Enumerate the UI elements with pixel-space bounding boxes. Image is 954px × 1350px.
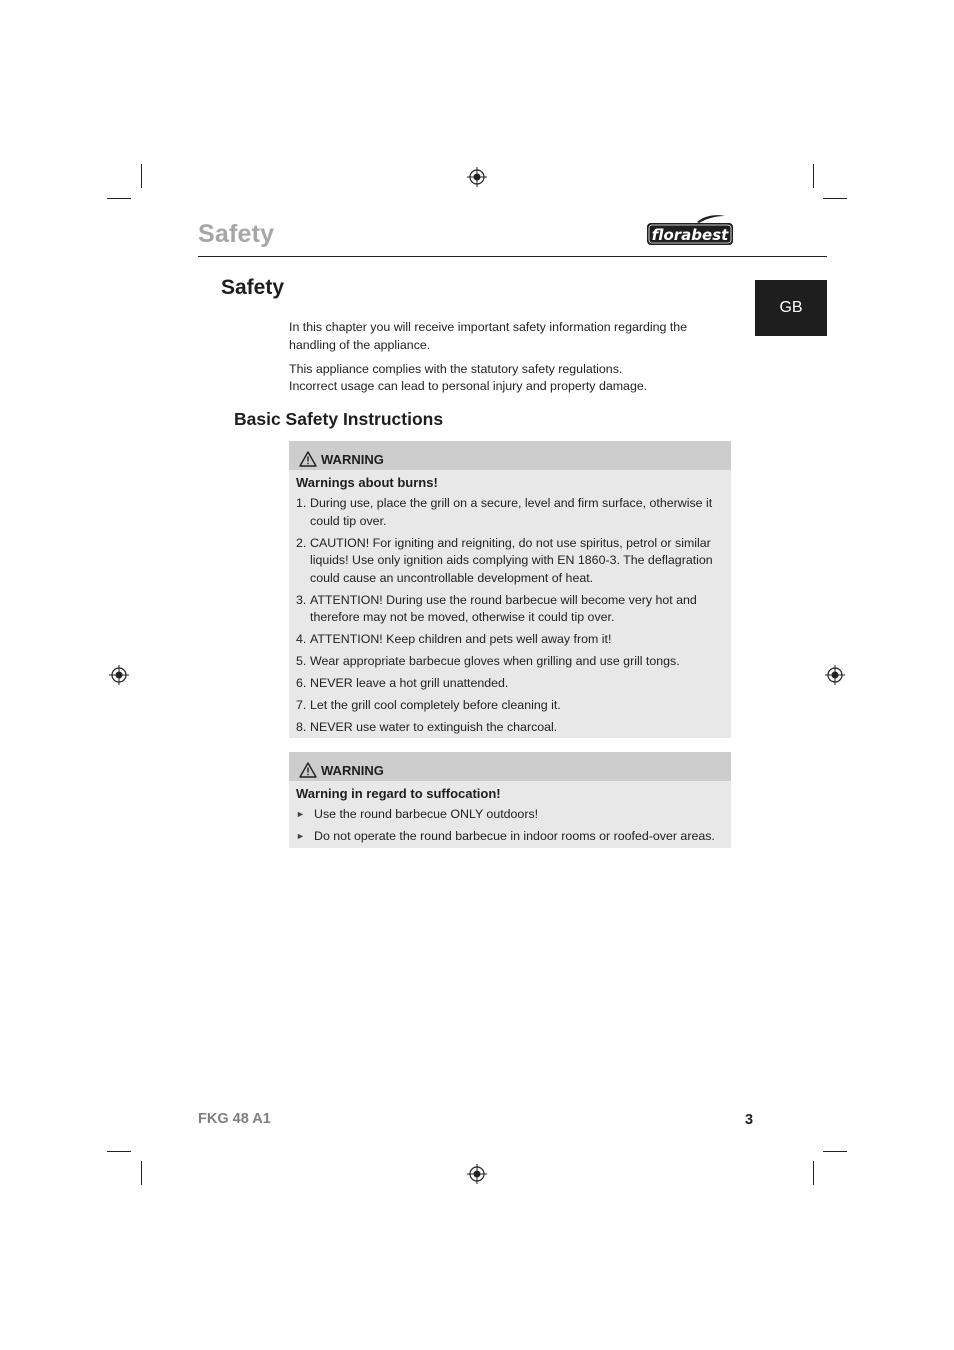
list-text: Let the grill cool completely before cleaning it. xyxy=(310,698,561,712)
language-tab-label: GB xyxy=(779,299,803,316)
list-item xyxy=(296,697,723,715)
list-number: 1. xyxy=(296,496,307,510)
warning-label: WARNING xyxy=(321,763,384,778)
list-text: ATTENTION! Keep children and pets well away from it! xyxy=(310,632,612,646)
intro-paragraph: In this chapter you will receive important safety information regarding the handling of the appliance. xyxy=(289,320,688,352)
crop-mark xyxy=(141,164,142,188)
arrow-bullet-icon: ► xyxy=(296,830,305,841)
list-number: 7. xyxy=(296,698,307,712)
list-text: NEVER use water to extinguish the charcoal. xyxy=(310,720,558,734)
header-divider xyxy=(198,256,827,257)
crop-mark xyxy=(823,1151,847,1152)
crop-mark xyxy=(813,1161,814,1185)
list-text: Use the round barbecue ONLY outdoors! xyxy=(314,807,539,821)
section-subtitle: Basic Safety Instructions xyxy=(234,409,444,429)
list-number: 8. xyxy=(296,720,307,734)
crop-mark xyxy=(107,198,131,199)
list-number: 4. xyxy=(296,632,307,646)
warning-label: WARNING xyxy=(321,452,384,467)
list-item xyxy=(296,631,723,649)
list-item xyxy=(296,675,723,693)
list-text: ATTENTION! During use the round barbecue will become very hot and therefore may not be moved, otherwise it could tip over. xyxy=(310,592,697,624)
list-number: 2. xyxy=(296,535,307,550)
list-text: Do not operate the round barbecue in indoor rooms or roofed-over areas. xyxy=(314,828,715,843)
warning-box-burns xyxy=(289,441,731,738)
list-number: 3. xyxy=(296,592,307,607)
list-item xyxy=(296,806,723,824)
list-item xyxy=(296,828,723,846)
language-tab xyxy=(755,280,827,336)
crop-mark xyxy=(813,164,814,188)
arrow-bullet-icon: ► xyxy=(296,809,305,819)
page-title: Safety xyxy=(221,276,285,299)
warning-header xyxy=(289,752,731,781)
list-item xyxy=(296,495,723,530)
burns-list xyxy=(289,495,731,743)
warning-triangle-icon xyxy=(299,762,317,778)
svg-text:florabest: florabest xyxy=(651,226,729,244)
brand-logo xyxy=(647,213,733,246)
list-item xyxy=(296,535,723,588)
warning-heading: Warnings about burns! xyxy=(296,475,438,490)
list-item xyxy=(296,653,723,671)
intro-paragraph: This appliance complies with the statutory safety regulations. xyxy=(289,362,623,376)
registration-mark-icon xyxy=(467,167,487,187)
header-section-title: Safety xyxy=(198,220,275,248)
crop-mark xyxy=(141,1161,142,1185)
list-number: 5. xyxy=(296,654,307,668)
crop-mark xyxy=(107,1151,131,1152)
crop-mark xyxy=(823,198,847,199)
footer-model: FKG 48 A1 xyxy=(198,1111,271,1127)
list-number: 6. xyxy=(296,676,307,690)
page-number: 3 xyxy=(745,1112,754,1128)
intro-paragraph: Incorrect usage can lead to personal injury and property damage. xyxy=(289,379,648,393)
warning-triangle-icon xyxy=(299,451,317,467)
list-item xyxy=(296,592,723,627)
list-text: NEVER leave a hot grill unattended. xyxy=(310,676,509,690)
warning-header xyxy=(289,441,731,470)
list-text: Wear appropriate barbecue gloves when grilling and use grill tongs. xyxy=(310,654,680,668)
list-text: During use, place the grill on a secure, level and firm surface, otherwise it could tip over. xyxy=(310,496,713,528)
warning-box-suffocation xyxy=(289,752,731,848)
warning-heading: Warning in regard to suffocation! xyxy=(296,786,501,801)
registration-mark-icon xyxy=(825,665,845,685)
list-text: CAUTION! For igniting and reigniting, do not use spiritus, petrol or similar liquids! Use only ignition aids complying with EN 1860-3. The deflagration could cause an uncontrollable development of heat. xyxy=(310,535,713,585)
list-item xyxy=(296,719,723,737)
registration-mark-icon xyxy=(109,665,129,685)
registration-mark-icon xyxy=(467,1164,487,1184)
suffocation-list xyxy=(289,806,731,851)
